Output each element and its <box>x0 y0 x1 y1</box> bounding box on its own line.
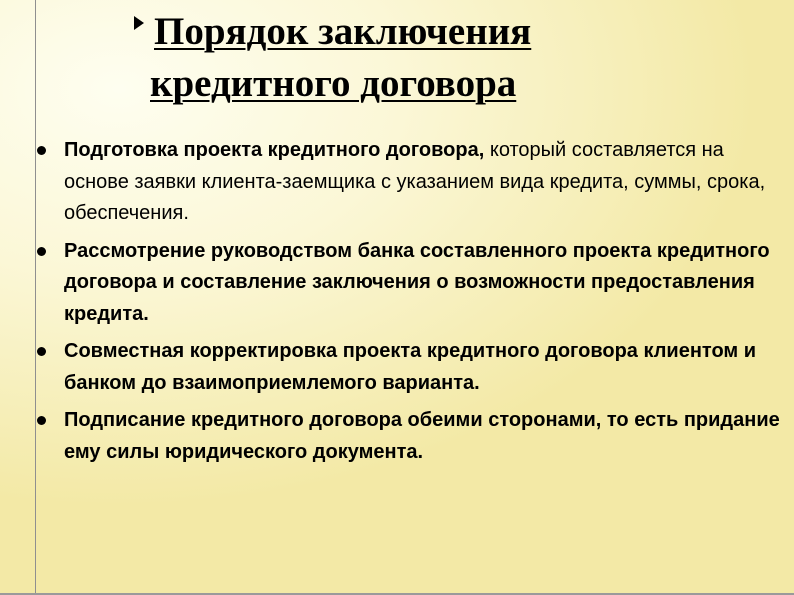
round-bullet-icon <box>37 347 46 356</box>
title-line-2 <box>120 58 680 110</box>
arrow-right-icon <box>134 16 144 30</box>
list-item-bold-text: Совместная корректировка проекта кредитного договора клиентом и банком до взаимоприемлемого варианта. <box>64 340 757 394</box>
slide-title <box>120 6 680 110</box>
title-line-1 <box>120 6 680 58</box>
list-item <box>30 135 782 230</box>
list-item <box>30 336 782 399</box>
list-item-text: который составляется на основе заявки клиента-заемщика с указанием вида кредита, суммы, срока, обеспечения. <box>64 139 766 224</box>
bullet-list <box>30 135 782 474</box>
list-item-bold-text: Рассмотрение руководством банка составленного проекта кредитного договора и составление заключения о возможности предоставления кредита. <box>64 239 770 325</box>
round-bullet-icon <box>37 416 46 425</box>
list-item-bold-text: Подписание кредитного договора обеими сторонами, то есть придание ему силы юридического документа. <box>64 409 780 463</box>
list-item-bold-text: Подготовка проекта кредитного договора, <box>64 139 485 161</box>
round-bullet-icon <box>37 146 46 155</box>
round-bullet-icon <box>37 247 46 256</box>
list-item <box>30 236 782 331</box>
title-line-2-text: кредитного договора <box>150 62 517 105</box>
list-item <box>30 405 782 468</box>
title-line-1-text: Порядок заключения <box>154 10 532 53</box>
